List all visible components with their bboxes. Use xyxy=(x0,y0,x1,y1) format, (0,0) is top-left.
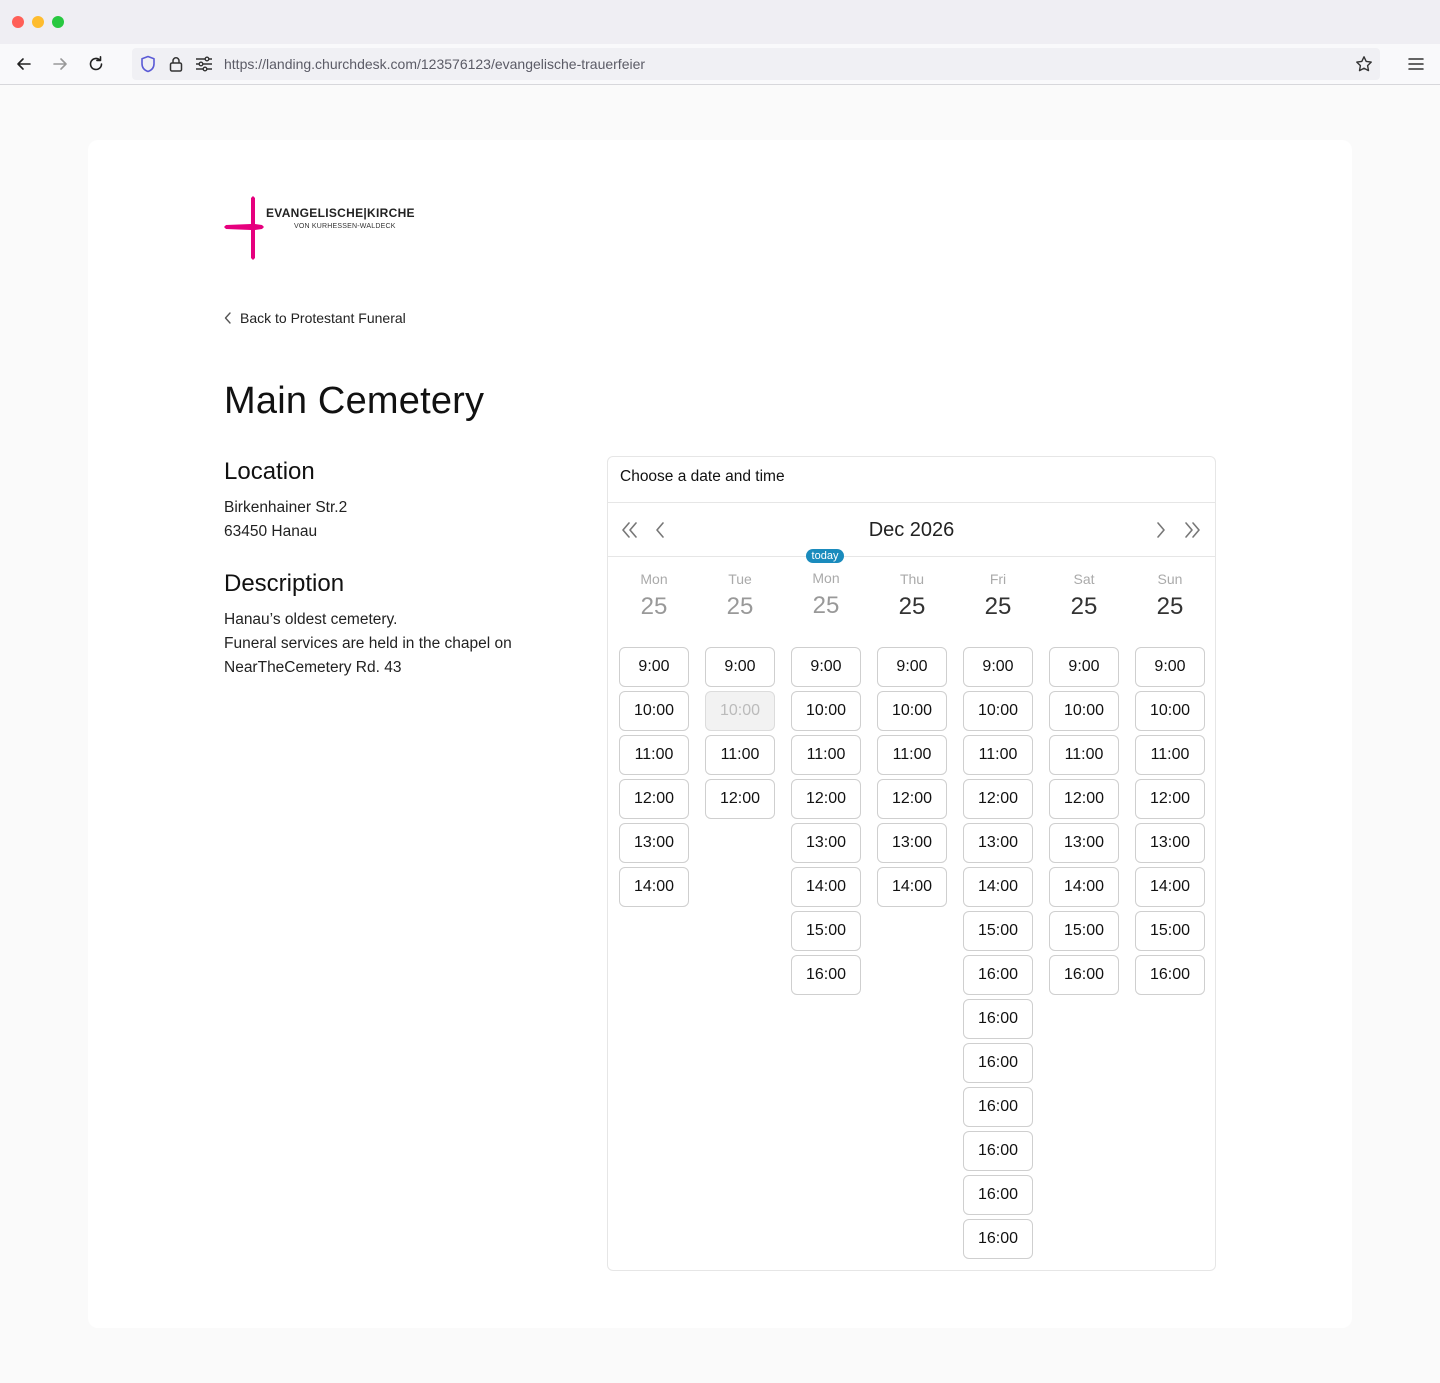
time-slot-button[interactable]: 14:00 xyxy=(1135,867,1205,907)
time-slot-button[interactable]: 14:00 xyxy=(877,867,947,907)
church-logo[interactable] xyxy=(224,196,415,260)
day-name: Mon xyxy=(640,571,668,587)
maximize-window-button[interactable] xyxy=(52,16,64,28)
time-slot-button[interactable]: 16:00 xyxy=(1135,955,1205,995)
time-slot-button[interactable]: 11:00 xyxy=(877,735,947,775)
time-slot-button[interactable]: 15:00 xyxy=(963,911,1033,951)
hamburger-menu-icon[interactable] xyxy=(1404,52,1428,76)
time-slot-button[interactable]: 10:00 xyxy=(877,691,947,731)
time-slot-button[interactable]: 16:00 xyxy=(791,955,861,995)
chevron-left-icon xyxy=(224,312,232,324)
day-name: Mon xyxy=(812,570,840,586)
picker-header: Choose a date and time xyxy=(608,457,1215,503)
day-number: 25 xyxy=(898,593,926,620)
time-slot-button[interactable]: 14:00 xyxy=(963,867,1033,907)
time-slot-button[interactable]: 13:00 xyxy=(791,823,861,863)
time-slot-button[interactable]: 15:00 xyxy=(1049,911,1119,951)
time-slot-button[interactable]: 11:00 xyxy=(1135,735,1205,775)
day-number: 25 xyxy=(640,593,668,620)
day-name: Thu xyxy=(899,571,925,587)
shield-icon[interactable] xyxy=(138,54,158,74)
page-title: Main Cemetery xyxy=(224,380,485,422)
time-slot-button[interactable]: 16:00 xyxy=(963,1175,1033,1215)
location-address xyxy=(224,496,347,544)
time-slot-button[interactable]: 9:00 xyxy=(791,647,861,687)
time-slot-button[interactable]: 16:00 xyxy=(1049,955,1119,995)
time-slot-button[interactable]: 15:00 xyxy=(1135,911,1205,951)
bookmark-star-icon[interactable] xyxy=(1354,54,1374,74)
address-line-1: Birkenhainer Str.2 xyxy=(224,499,348,516)
description-text xyxy=(224,608,512,680)
day-column xyxy=(1049,557,1119,983)
time-slot-button[interactable]: 10:00 xyxy=(963,691,1033,731)
month-navigation xyxy=(608,503,1215,557)
time-slot-button[interactable]: 12:00 xyxy=(619,779,689,819)
day-number: 25 xyxy=(1070,593,1098,620)
time-slot-button[interactable]: 12:00 xyxy=(1135,779,1205,819)
current-month-label[interactable]: Dec 2026 xyxy=(868,519,955,541)
time-slot-list xyxy=(1135,647,1205,999)
description-line-3: NearTheCemetery Rd. 43 xyxy=(224,659,402,676)
permissions-sliders-icon[interactable] xyxy=(194,54,214,74)
location-heading: Location xyxy=(224,458,315,485)
day-column xyxy=(619,557,689,895)
time-slot-button[interactable]: 16:00 xyxy=(963,1087,1033,1127)
day-column xyxy=(705,557,775,807)
time-slot-button[interactable]: 16:00 xyxy=(963,999,1033,1039)
forward-arrow-icon[interactable] xyxy=(48,52,72,76)
time-slot-button[interactable]: 12:00 xyxy=(705,779,775,819)
time-slot-button[interactable]: 9:00 xyxy=(619,647,689,687)
time-slot-button[interactable]: 14:00 xyxy=(619,867,689,907)
time-slot-button[interactable]: 10:00 xyxy=(1135,691,1205,731)
day-column xyxy=(963,557,1033,1247)
day-number: 25 xyxy=(1156,593,1184,620)
time-slot-button[interactable]: 9:00 xyxy=(705,647,775,687)
next-year-double-chevron-icon[interactable] xyxy=(1180,518,1204,542)
description-line-2: Funeral services are held in the chapel on xyxy=(224,635,512,652)
back-link-label[interactable]: Back to Protestant Funeral xyxy=(240,310,406,326)
time-slot-button[interactable]: 13:00 xyxy=(1135,823,1205,863)
cross-logo-icon xyxy=(224,196,264,260)
time-slot-list xyxy=(877,647,947,911)
day-number: 25 xyxy=(812,592,840,619)
time-slot-button[interactable]: 9:00 xyxy=(1049,647,1119,687)
day-name: Tue xyxy=(728,571,752,587)
time-slot-button[interactable]: 12:00 xyxy=(791,779,861,819)
back-arrow-icon[interactable] xyxy=(12,52,36,76)
time-slot-button[interactable]: 16:00 xyxy=(963,955,1033,995)
time-slot-button[interactable]: 14:00 xyxy=(1049,867,1119,907)
time-slot-button[interactable]: 11:00 xyxy=(1049,735,1119,775)
window-titlebar xyxy=(0,0,1440,44)
day-column xyxy=(1135,557,1205,983)
url-text[interactable]: https://landing.churchdesk.com/123576123/evangelische-trauerfeier xyxy=(224,56,646,72)
time-slot-button[interactable]: 11:00 xyxy=(705,735,775,775)
time-slot-button[interactable]: 11:00 xyxy=(963,735,1033,775)
time-slot-button[interactable]: 13:00 xyxy=(619,823,689,863)
time-slot-button[interactable]: 11:00 xyxy=(791,735,861,775)
logo-subtitle: VON KURHESSEN-WALDECK xyxy=(294,223,396,230)
time-slot-button[interactable]: 13:00 xyxy=(1049,823,1119,863)
time-slot-button[interactable]: 12:00 xyxy=(1049,779,1119,819)
logo-title: EVANGELISCHE|KIRCHE xyxy=(266,206,415,220)
time-slot-button[interactable]: 13:00 xyxy=(963,823,1033,863)
time-slot-button[interactable]: 12:00 xyxy=(963,779,1033,819)
day-column xyxy=(791,557,861,983)
day-number: 25 xyxy=(984,593,1012,620)
day-name: Sat xyxy=(1073,571,1095,587)
time-slot-list xyxy=(963,647,1033,1263)
day-name: Sun xyxy=(1157,571,1183,587)
address-line-2: 63450 Hanau xyxy=(224,523,318,540)
day-column xyxy=(877,557,947,895)
back-link[interactable] xyxy=(224,310,406,326)
browser-toolbar xyxy=(0,44,1440,85)
time-slot-list xyxy=(705,647,775,823)
minimize-window-button[interactable] xyxy=(32,16,44,28)
time-slot-button[interactable]: 9:00 xyxy=(1135,647,1205,687)
lock-icon[interactable] xyxy=(166,54,186,74)
time-slot-list xyxy=(791,647,861,999)
time-slot-button[interactable]: 11:00 xyxy=(619,735,689,775)
time-slot-button[interactable]: 9:00 xyxy=(963,647,1033,687)
time-slot-disabled: 10:00 xyxy=(705,691,775,731)
address-bar[interactable] xyxy=(132,48,1380,80)
time-slot-button[interactable]: 16:00 xyxy=(963,1219,1033,1259)
time-slot-list xyxy=(619,647,689,911)
description-heading: Description xyxy=(224,570,345,597)
time-slot-button[interactable]: 10:00 xyxy=(1049,691,1119,731)
time-slot-button[interactable]: 10:00 xyxy=(791,691,861,731)
day-name: Fri xyxy=(989,571,1007,587)
day-number: 25 xyxy=(726,593,754,620)
time-slot-button[interactable]: 10:00 xyxy=(619,691,689,731)
time-slot-button[interactable]: 14:00 xyxy=(791,867,861,907)
time-slot-button[interactable]: 15:00 xyxy=(791,911,861,951)
time-slot-button[interactable]: 16:00 xyxy=(963,1043,1033,1083)
time-slot-button[interactable]: 12:00 xyxy=(877,779,947,819)
reload-icon[interactable] xyxy=(84,52,108,76)
time-slot-button[interactable]: 16:00 xyxy=(963,1131,1033,1171)
description-line-1: Hanau’s oldest cemetery. xyxy=(224,611,398,628)
today-badge: today xyxy=(806,549,844,563)
date-time-picker xyxy=(607,456,1216,1271)
time-slot-button[interactable]: 13:00 xyxy=(877,823,947,863)
page-card xyxy=(88,140,1352,1328)
time-slot-button[interactable]: 9:00 xyxy=(877,647,947,687)
next-month-chevron-icon[interactable] xyxy=(1149,518,1173,542)
close-window-button[interactable] xyxy=(12,16,24,28)
time-slot-list xyxy=(1049,647,1119,999)
